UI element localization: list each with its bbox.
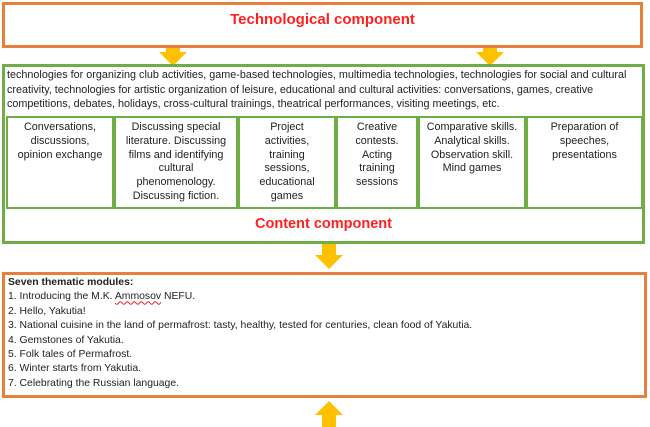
- activity-cell-projects: [238, 116, 336, 209]
- cell-line: Acting: [361, 148, 392, 161]
- cell-line: training: [359, 162, 395, 175]
- cell-line: phenomenology.: [136, 176, 216, 189]
- cell-line: educational: [259, 176, 315, 189]
- module-item: 5. Folk tales of Permafrost.: [8, 349, 133, 361]
- cell-line: contests.: [355, 134, 399, 147]
- technologies-list: technologies for organizing club activities, game-based technologies, multimedia technologies, technologies for social and cultural creativity, technologies for artistic organization of leisure, educational and cultural activities: conversations, games, creative competitions, debates, holidays, cross-cultural trainings, theatrical performances, visiting meetings, etc.: [7, 69, 627, 110]
- technological-component-title: Technological component: [230, 11, 415, 28]
- cell-line: Project: [270, 121, 304, 133]
- activity-cell-presentations: [526, 116, 643, 209]
- module-item: 4. Gemstones of Yakutia.: [8, 334, 124, 346]
- cell-line: Discussing special: [131, 121, 221, 133]
- content-component-title: Content component: [255, 216, 392, 232]
- technological-component-box: [2, 2, 643, 48]
- thematic-modules-list: [8, 276, 472, 391]
- cell-line: Observation skill.: [430, 148, 514, 161]
- cell-line: Creative: [356, 121, 398, 133]
- cell-line: speeches,: [559, 134, 610, 147]
- cell-line: films and identifying: [128, 148, 224, 161]
- module-item: 2. Hello, Yakutia!: [8, 305, 86, 317]
- cell-line: games: [270, 189, 304, 202]
- cell-line: sessions,: [264, 162, 310, 175]
- cell-line: opinion exchange: [17, 148, 103, 161]
- activity-cell-literature: [114, 116, 238, 209]
- cell-line: Comparative skills.: [426, 121, 518, 133]
- cell-line: training: [269, 148, 305, 161]
- activity-cell-skills: [418, 116, 526, 209]
- activity-cell-conversations: [6, 116, 114, 209]
- module-item: 3. National cuisine in the land of permafrost: tasty, healthy, tested for centuries, clean food of Yakutia.: [8, 320, 473, 332]
- cell-line: discussions,: [30, 134, 90, 147]
- cell-line: presentations: [552, 148, 617, 161]
- cell-line: Conversations,: [23, 121, 96, 133]
- cell-line: literature. Discussing: [125, 134, 227, 147]
- cell-line: Preparation of: [550, 121, 619, 133]
- cell-line: cultural: [158, 162, 194, 175]
- cell-line: Analytical skills.: [434, 134, 510, 147]
- module-item: 1. Introducing the M.K. Ammosov NEFU.: [8, 291, 196, 303]
- activity-cell-creative: [336, 116, 418, 209]
- cell-line: Mind games: [442, 162, 502, 175]
- cell-line: activities,: [264, 134, 310, 147]
- cell-line: Discussing fiction.: [132, 189, 220, 202]
- module-item: 6. Winter starts from Yakutia.: [8, 363, 142, 375]
- modules-title: Seven thematic modules:: [8, 277, 134, 288]
- module-item: 7. Celebrating the Russian language.: [8, 377, 179, 389]
- cell-line: sessions: [355, 176, 398, 189]
